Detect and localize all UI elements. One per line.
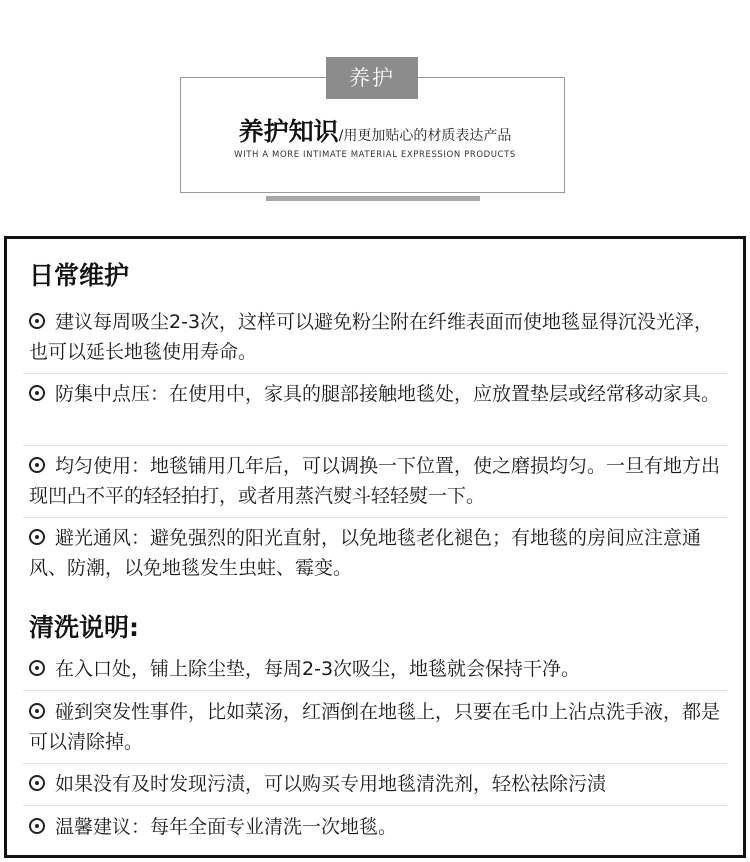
cleaning-instructions-title: 清洗说明: (29, 613, 139, 642)
divider (23, 373, 727, 374)
header-badge: 养护 (326, 57, 418, 99)
list-item (29, 307, 729, 367)
divider (23, 690, 727, 691)
item-text: 建议每周吸尘2-3次，这样可以避免粉尘附在纤维表面而使地毯显得沉没光泽，也可以延长地毯使用寿命。 (29, 311, 714, 363)
care-content-panel (4, 236, 746, 858)
header-title-row (0, 112, 750, 148)
list-item (29, 379, 729, 409)
item-text: 碰到突发性事件，比如菜汤，红酒倒在地毯上，只要在毛巾上沾点洗手液，都是可以清除掉。 (29, 701, 721, 753)
item-text: 避光通风：避免强烈的阳光直射，以免地毯老化褪色；有地毯的房间应注意通风、防潮，以免地毯发生虫蛀、霉变。 (29, 527, 702, 579)
item-text: 如果没有及时发现污渍，可以购买专用地毯清洗剂，轻松祛除污渍 (55, 773, 607, 795)
item-text: 均匀使用：地毯铺用几年后，可以调换一下位置，使之磨损均匀。一旦有地方出现凹凸不平的轻轻拍打，或者用蒸汽熨斗轻轻熨一下。 (29, 455, 721, 507)
circle-bullet-icon (29, 660, 45, 676)
divider (23, 805, 727, 806)
item-text: 防集中点压：在使用中，家具的腿部接触地毯处，应放置垫层或经常移动家具。 (55, 383, 721, 405)
circle-bullet-icon (29, 818, 45, 834)
header-title: 养护知识 (238, 117, 339, 146)
circle-bullet-icon (29, 313, 45, 329)
list-item (29, 697, 729, 757)
circle-bullet-icon (29, 457, 45, 473)
divider (23, 763, 727, 764)
circle-bullet-icon (29, 385, 45, 401)
header-underline-bar (266, 196, 480, 201)
item-text: 在入口处，铺上除尘垫，每周2-3次吸尘，地毯就会保持干净。 (55, 658, 581, 680)
list-item (29, 523, 729, 583)
daily-maintenance-title: 日常维护 (29, 261, 130, 290)
circle-bullet-icon (29, 529, 45, 545)
circle-bullet-icon (29, 775, 45, 791)
list-item (29, 451, 729, 511)
list-item (29, 654, 729, 684)
divider (23, 445, 727, 446)
circle-bullet-icon (29, 703, 45, 719)
item-text: 温馨建议：每年全面专业清洗一次地毯。 (55, 816, 398, 838)
list-item (29, 812, 729, 842)
list-item (29, 769, 729, 799)
header-subtitle: /用更加贴心的材质表达产品 (338, 128, 512, 144)
header-english-caption: WITH A MORE INTIMATE MATERIAL EXPRESSION PRODUCTS (234, 150, 516, 160)
divider (23, 517, 727, 518)
